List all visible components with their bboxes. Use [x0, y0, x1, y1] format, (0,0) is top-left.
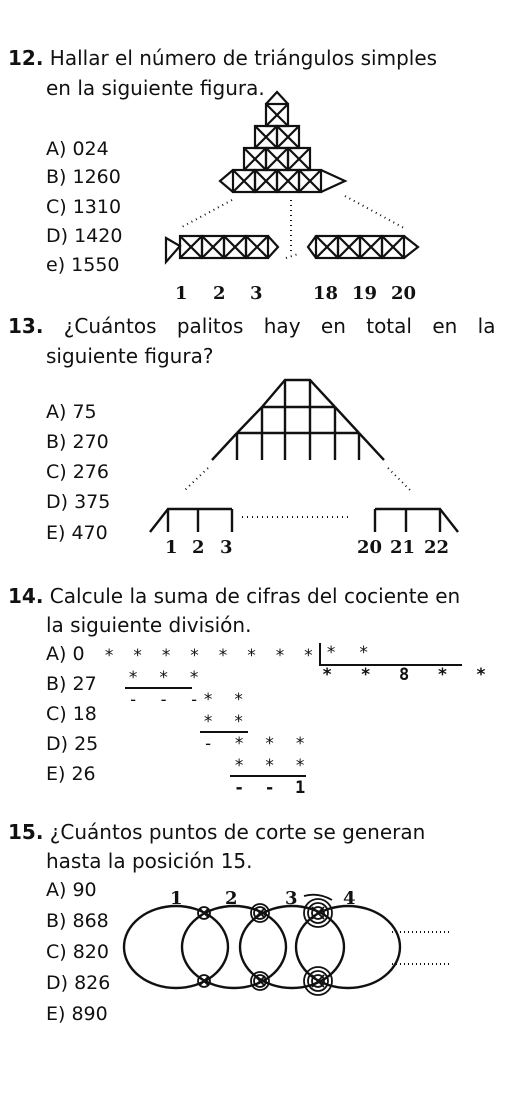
q15-label-4: 4 — [343, 888, 356, 909]
question-15-text-line1: ¿Cuántos puntos de corte se generan — [49, 820, 426, 844]
q13-label-3: 3 — [220, 537, 233, 558]
remainder-1: - - - — [128, 690, 205, 710]
q12-label-2: 2 — [213, 283, 226, 304]
q12-label-19: 19 — [352, 283, 378, 304]
q14-option-d[interactable]: D) 25 — [46, 733, 99, 755]
q14-option-b[interactable]: B) 27 — [46, 673, 97, 695]
q15-option-b[interactable]: B) 868 — [46, 910, 109, 932]
q13-label-1: 1 — [165, 537, 178, 558]
remainder-2: - — [203, 734, 214, 754]
q15-option-e[interactable]: E) 890 — [46, 1003, 108, 1025]
q12-option-d[interactable]: D) 1420 — [46, 225, 123, 247]
q13-option-d[interactable]: D) 375 — [46, 491, 111, 513]
q13-option-e[interactable]: E) 470 — [46, 522, 108, 544]
question-13-text-line1: ¿Cuántos palitos hay en total en la — [63, 314, 496, 338]
question-15-text-line2: hasta la posición 15. — [46, 849, 253, 873]
q12-option-a[interactable]: A) 024 — [46, 138, 109, 160]
q14-option-a[interactable]: A) 0 — [46, 643, 85, 665]
q15-label-3: 3 — [285, 888, 298, 909]
q12-option-c[interactable]: C) 1310 — [46, 196, 122, 218]
q15-option-d[interactable]: D) 826 — [46, 972, 111, 994]
quotient: * * 8 * * — [322, 665, 496, 685]
q14-option-e[interactable]: E) 26 — [46, 763, 96, 785]
question-12-number: 12. — [8, 46, 44, 70]
q13-label-20: 20 — [357, 537, 383, 558]
q13-option-a[interactable]: A) 75 — [46, 401, 97, 423]
bring-down-2: * * * — [234, 734, 311, 754]
divisor: * * — [326, 643, 375, 663]
question-12-text-line2: en la siguiente figura. — [46, 76, 265, 100]
ellipse-2 — [182, 906, 286, 988]
q12-option-b[interactable]: B) 1260 — [46, 166, 121, 188]
q12-label-1: 1 — [175, 283, 188, 304]
q15-option-c[interactable]: C) 820 — [46, 941, 109, 963]
q13-label-21: 21 — [390, 537, 416, 558]
question-13-number: 13. — [8, 314, 44, 338]
q15-option-a[interactable]: A) 90 — [46, 879, 97, 901]
q12-option-e[interactable]: e) 1550 — [46, 254, 120, 276]
q12-label-18: 18 — [313, 283, 339, 304]
question-13-text-line2: siguiente figura? — [46, 344, 214, 368]
q15-label-2: 2 — [225, 888, 238, 909]
q13-option-c[interactable]: C) 276 — [46, 461, 109, 483]
q13-label-22: 22 — [424, 537, 450, 558]
question-15-number: 15. — [8, 820, 44, 844]
dividend: * * * * * * * * — [104, 646, 318, 666]
question-14-text-line1: Calcule la suma de cifras del cociente en — [49, 584, 461, 608]
bring-down-1: * * — [203, 690, 249, 710]
q14-option-c[interactable]: C) 18 — [46, 703, 97, 725]
subtraction-1: * * * — [128, 668, 205, 688]
remainder-3: - - 1 — [234, 778, 311, 798]
question-12-text-line1: Hallar el número de triángulos simples — [49, 46, 438, 70]
q12-label-3: 3 — [250, 283, 263, 304]
subtraction-3: * * * — [234, 756, 311, 776]
ellipse-1 — [124, 906, 228, 988]
q13-label-2: 2 — [192, 537, 205, 558]
subtraction-2: * * — [203, 712, 249, 732]
q12-label-20: 20 — [391, 283, 417, 304]
q15-label-1: 1 — [170, 888, 183, 909]
q13-option-b[interactable]: B) 270 — [46, 431, 109, 453]
question-14-text-line2: la siguiente división. — [46, 613, 252, 637]
question-14-number: 14. — [8, 584, 44, 608]
